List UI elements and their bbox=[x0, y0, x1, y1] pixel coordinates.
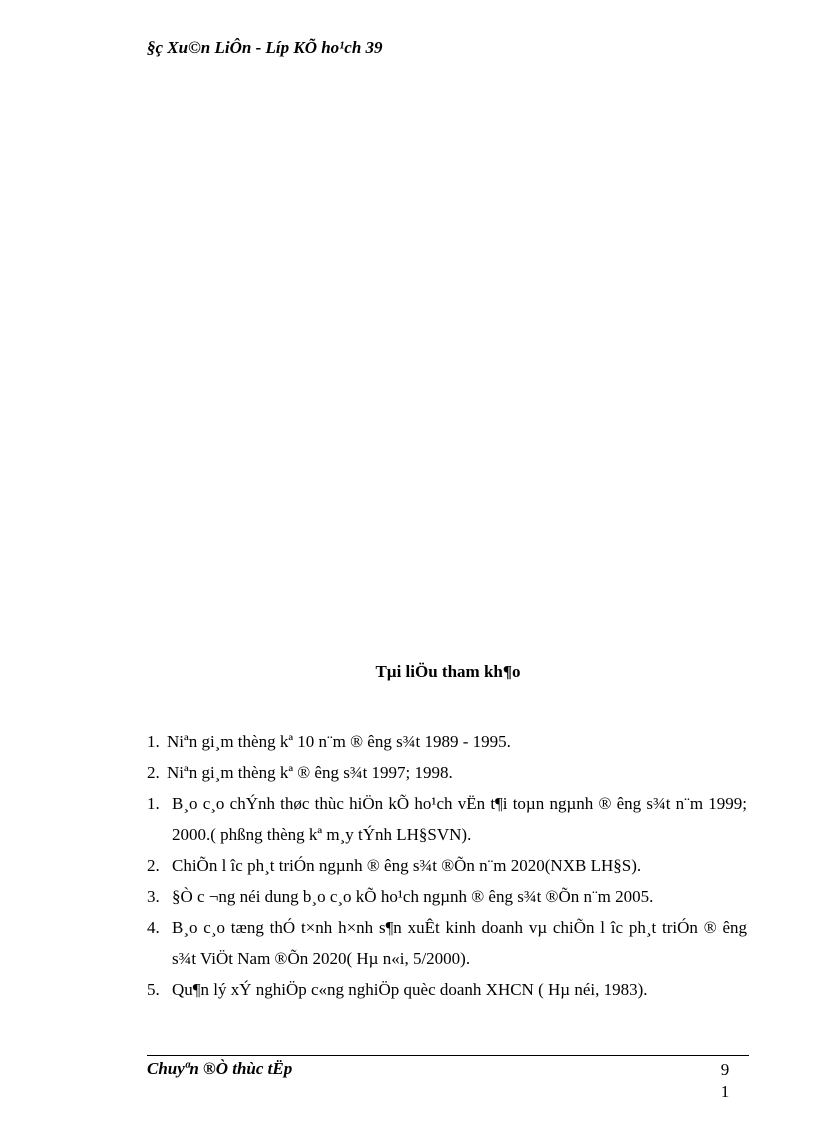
reference-item bbox=[147, 726, 747, 757]
reference-text: Niªn gi¸m thèng kª 10 n¨m ® êng s¾t 1989 - 1995. bbox=[167, 732, 511, 751]
reference-item bbox=[147, 881, 747, 912]
reference-text: B¸o c¸o chÝnh thøc thùc hiÖn kÕ ho¹ch vËn t¶i toµn ngµnh ® êng s¾t n¨m 1999; 2000.( phßng thèng kª m¸y tÝnh LH§SVN). bbox=[172, 794, 747, 844]
reference-text: §Ò c ¬ng néi dung b¸o c¸o kÕ ho¹ch ngµnh ® êng s¾t ®Õn n¨m 2005. bbox=[172, 887, 654, 906]
page-header: §ç Xu©n LiÔn - Líp KÕ ho¹ch 39 bbox=[147, 38, 383, 57]
reference-item bbox=[147, 912, 747, 974]
reference-item bbox=[147, 788, 747, 850]
page-number bbox=[718, 1059, 732, 1103]
reference-number: 2. bbox=[147, 856, 160, 875]
reference-number: 1. bbox=[147, 794, 160, 813]
reference-number: 5. bbox=[147, 980, 160, 999]
reference-number: 2. bbox=[147, 763, 160, 782]
footer-divider bbox=[147, 1055, 749, 1056]
reference-number: 4. bbox=[147, 918, 160, 937]
reference-number: 1. bbox=[147, 732, 160, 751]
section-title: Tµi liÖu tham kh¶o bbox=[375, 662, 521, 681]
reference-list bbox=[147, 726, 747, 1005]
reference-text: Qu¶n lý xÝ nghiÖp c«ng nghiÖp quèc doanh XHCN ( Hµ néi, 1983). bbox=[172, 980, 648, 999]
footer-title: Chuyªn ®Ò thùc tËp bbox=[147, 1059, 293, 1078]
reference-item bbox=[147, 850, 747, 881]
reference-text: B¸o c¸o tæng thÓ t×nh h×nh s¶n xuÊt kinh doanh vµ chiÕn l îc ph¸t triÓn ® êng s¾t ViÖt Nam ®Õn 2020( Hµ n«i, 5/2000). bbox=[172, 918, 747, 968]
reference-number: 3. bbox=[147, 887, 160, 906]
reference-item bbox=[147, 974, 747, 1005]
page-number-line-2: 1 bbox=[720, 1082, 730, 1101]
reference-text: ChiÕn l îc ph¸t triÓn ngµnh ® êng s¾t ®Õn n¨m 2020(NXB LH§S). bbox=[172, 856, 642, 875]
reference-text: Niªn gi¸m thèng kª ® êng s¾t 1997; 1998. bbox=[167, 763, 453, 782]
page-number-line-1: 9 bbox=[720, 1060, 730, 1079]
reference-item bbox=[147, 757, 747, 788]
